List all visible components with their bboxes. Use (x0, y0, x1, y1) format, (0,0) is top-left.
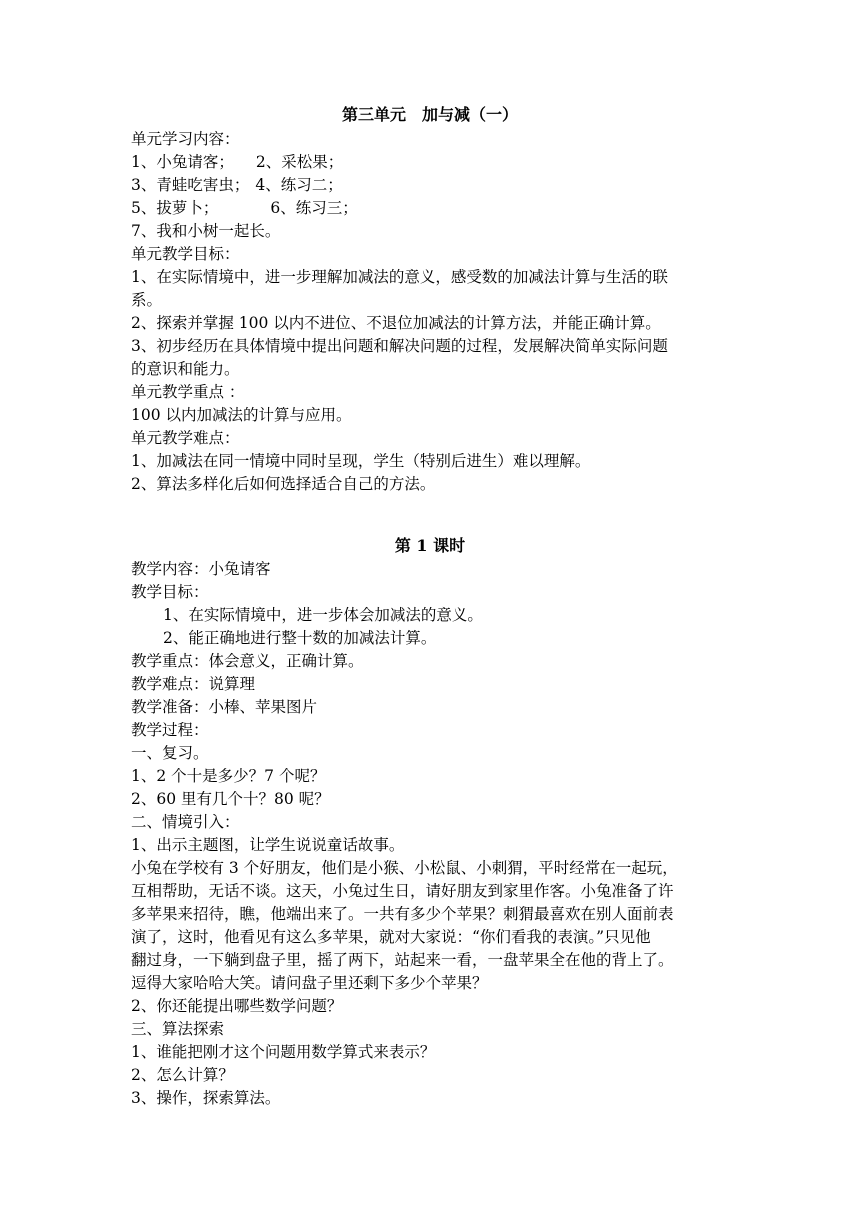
story-line: 翻过身，一下躺到盘子里，摇了两下，站起来一看，一盘苹果全在他的背上了。 (131, 951, 674, 969)
story-line: 逗得大家哈哈大笑。请问盘子里还剩下多少个苹果？ (131, 974, 488, 992)
lesson-title: 第 1 课时 (394, 536, 466, 555)
intro-step: 2、你还能提出哪些数学问题？ (131, 997, 343, 1015)
lesson-goal-1: 1、在实际情境中，进一步体会加减法的意义。 (163, 606, 483, 624)
section-intro: 二、情境引入： (131, 813, 240, 831)
unit-content-row (131, 197, 731, 219)
unit-diff-2: 2、算法多样化后如何选择适合自己的方法。 (131, 475, 436, 493)
unit-goal-1: 1、在实际情境中，进一步理解加减法的意义，感受数的加减法计算与生活的联 (131, 268, 668, 286)
unit-content-item: 1、小兔请客； (131, 153, 234, 171)
unit-content-item: 3、青蛙吃害虫； (131, 176, 250, 194)
unit-goal-3-cont: 的意识和能力。 (131, 360, 240, 378)
unit-content-item: 6、练习三； (270, 199, 358, 217)
unit-key: 100 以内加减法的计算与应用。 (131, 406, 352, 424)
unit-content-item: 2、采松果； (255, 153, 344, 171)
story-line: 演了，这时，他看见有这么多苹果，就对大家说：“你们看我的表演。”只见他 (131, 928, 651, 946)
unit-diff-1: 1、加减法在同一情境中同时呈现，学生（特别后进生）难以理解。 (131, 452, 591, 470)
lesson-process-heading: 教学过程： (131, 721, 209, 739)
unit-content-row (131, 151, 731, 173)
algorithm-step: 2、怎么计算？ (131, 1066, 234, 1084)
story-line: 多苹果来招待，瞧，他端出来了。一共有多少个苹果？刺猬最喜欢在别人面前表 (131, 905, 674, 923)
story-line: 互相帮助，无话不谈。这天，小兔过生日，请好朋友到家里作客。小兔准备了许 (131, 882, 674, 900)
lesson-key: 教学重点：体会意义，正确计算。 (131, 652, 364, 670)
unit-diff-heading: 单元教学难点： (131, 429, 240, 447)
unit-content-heading: 单元学习内容： (131, 130, 240, 148)
algorithm-step: 1、谁能把刚才这个问题用数学算式来表示？ (131, 1043, 436, 1061)
unit-title: 第三单元 加与减（一） (341, 105, 518, 124)
lesson-goals-heading: 教学目标： (131, 583, 209, 601)
section-review: 一、复习。 (131, 744, 209, 762)
unit-content-item: 7、我和小树一起长。 (131, 222, 281, 240)
review-question: 2、60 里有几个十？80 呢？ (131, 790, 330, 808)
unit-content-row (131, 174, 731, 196)
story-line: 小兔在学校有 3 个好朋友，他们是小猴、小松鼠、小刺猬，平时经常在一起玩， (131, 859, 678, 877)
unit-content-item: 4、练习二； (255, 176, 343, 194)
algorithm-step: 3、操作，探索算法。 (131, 1089, 281, 1107)
unit-goal-3: 3、初步经历在具体情境中提出问题和解决问题的过程，发展解决简单实际问题 (131, 337, 668, 355)
unit-goal-2: 2、探索并掌握 100 以内不进位、不退位加减法的计算方法，并能正确计算。 (131, 314, 661, 332)
unit-goal-1-cont: 系。 (131, 291, 163, 309)
section-algorithm: 三、算法探索 (131, 1020, 225, 1038)
unit-key-heading: 单元教学重点 ： (131, 383, 245, 401)
lesson-goal-2: 2、能正确地进行整十数的加减法计算。 (163, 629, 437, 647)
review-question: 1、2 个十是多少？7 个呢？ (131, 767, 326, 785)
lesson-difficulty: 教学难点：说算理 (131, 675, 256, 693)
lesson-preparation: 教学准备：小棒、苹果图片 (131, 698, 318, 716)
intro-step: 1、出示主题图，让学生说说童话故事。 (131, 836, 405, 854)
unit-goals-heading: 单元教学目标： (131, 245, 240, 263)
unit-content-item: 5、拔萝卜； (131, 199, 219, 217)
lesson-content: 教学内容：小兔请客 (131, 560, 271, 578)
